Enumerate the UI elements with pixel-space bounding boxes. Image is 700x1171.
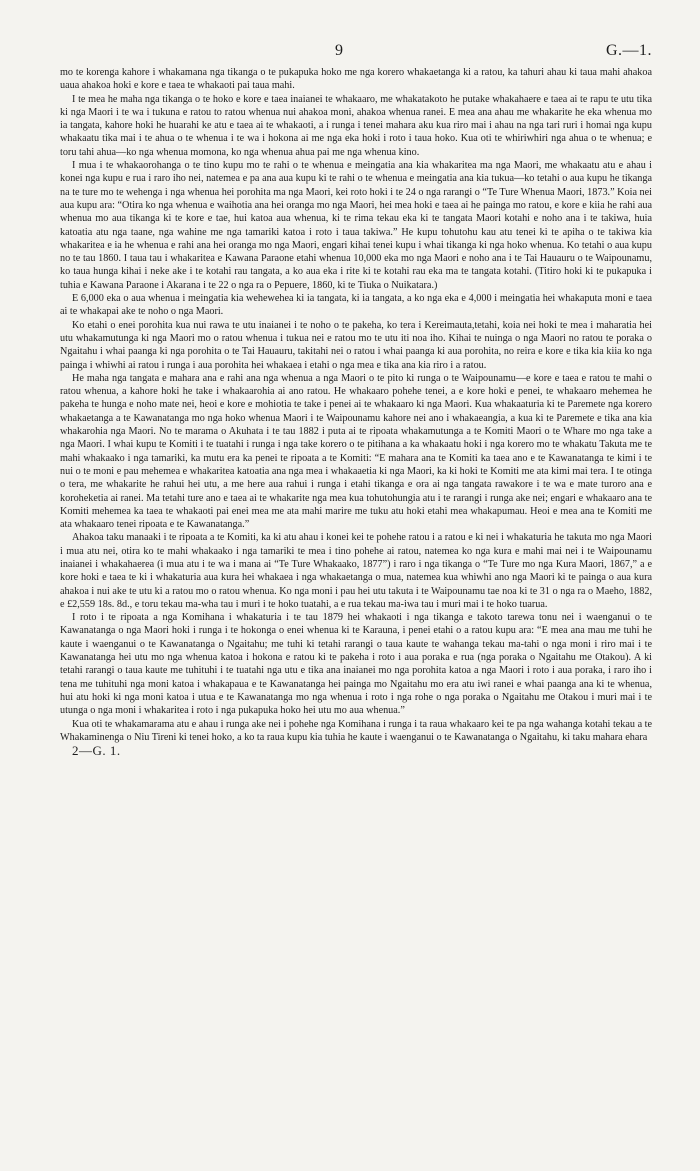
paragraph: Kua oti te whakamarama atu e ahau i runga ake nei i pohehe nga Komihana i runga i ta raua whakaaro kei te pa nga wahanga kotahi tekau a te Whakaminenga o Niu Tireni ki tenei hoko, a ko ta raua kupu kia tuhia he kaute i waenganui o te Kawanatanga o Ngaitahu, ki taku mahara ehara: [60, 718, 652, 743]
page-number: 9: [335, 42, 343, 59]
body-text: [60, 66, 652, 744]
paragraph: He maha nga tangata e mahara ana e rahi ana nga whenua a nga Maori o te pito ki runga o te Waipounamu—e kore e taea e ratou te mahi o ratou whenua, a kahore hoki he take i whakaarohia ai ano ratou. He whakaaro pohehe tenei, a e kore hoki e penei, te whakaaro mehemea he pakeha te hunga e noho mate nei, heoi e kore e mohiotia te take i penei ai te whakaaro ki nga Maori. Kua whakaaturia ki te Paremete nga korero whakaetanga a te Kawanatanga mo nga hoko whenua Maori i te Waipounamu kahore nei ano i whakaeangia, a kua ki te Paremete e tika ana kia whakarohia nga Maori. No te marama o Akuhata i te tau 1882 i puta ai te ripoata whakamutunga a te Komiti Maori o te Whare mo nga take a nga Maori. I whai kupu te Komiti i te tuatahi i runga i nga take korero o te pitihana a ka whakaatu hoki i nga korero mo te whakatu Takuta me te mahi whakaako i nga tamariki, ka mutu era ka penei te ripoata a te Komiti: “E mahara ana te Komiti ka taea ano e te Kawanatanga te kimi i te nui o te moni e pau mehemea e whakaritea katoatia ana nga mea i whakaaetia ki nga Maori, ka ki hoki te Komiti me ata kimi mai tera. I te otinga o tera, me whakarite he rahui hei utu, a me here aua rahui i runga i etahi tikanga e ora ai nga tangata rawakore i te wa e mate turoro ana e koroheketia ai ranei. Ma tetahi ture ano e taea ai te whakarite nga mea kua tohutohungia atu i te rarangi i runga ake nei; engari e whakaaro ana te Komiti mehemea ka taea te whakaoti pai enei mea me ata mahi marire me tuku atu hoki etahi mea whakapumau. Heoi e mea ana te Komiti me ata whakaaro tenei ripoata e te Kawanatanga.”: [60, 372, 652, 531]
paragraph: E 6,000 eka o aua whenua i meingatia kia wehewehea ki ia tangata, ki ia tangata, a ko nga eka e 4,000 i meingatia hei whakaputa moni e taea ai te whakapai ake te noho o nga Maori.: [60, 293, 652, 318]
paragraph: I roto i te ripoata a nga Komihana i whakaturia i te tau 1879 hei whakaoti i nga tikanga e takoto tarewa tonu nei i waenganui o te Kawanatanga o nga Maori hoki i runga i te hokonga o enei whenua ki te Karauna, i penei etahi o a ratou kupu ara: “E mea ana mau me tuhi he kaute i waenganui o te Kawanatanga o Ngaitahu; me tuhi ki tetahi rarangi o taua kaute te wahanga tekau ma-tahi o nga moni i riro mai i te Kawanatanga hei utu mo nga whenua katoa i hokona e ratou ki te pakeha i roto i aua poraka e rua (nga poraka o Ngaitahu me Otakou). A ki tetahi rarangi o taua kaute me tuhituhi i te tuatahi nga utu e tika ana inaianei mo nga porohita katoa a nga Maori i roto i aua poraka, i raro iho i tena me tuhituhi nga moni katoa i whakapaua e te Kawanatanga hei painga mo Ngaitahu mo era atu iwi ranei e whai paanga ana ki te whenua, hui atu hoki ki nga moni katoa i utua e te Kawanatanga mo nga whenua i roto i nga rohe o nga poraka o Ngaitahu me Otakou i muri mai i te utunga o nga moni i whakaritea i roto i nga pukapuka hoko hei utu mo aua whenua.”: [60, 612, 652, 717]
paragraph: Ahakoa taku manaaki i te ripoata a te Komiti, ka ki atu ahau i konei kei te pohehe ratou i a ratou e ki nei i whakaturia he takuta mo nga Maori i mua atu nei, otira ko te mahi whakaako i nga tamariki te mea i tino pohehe ai ratou, natemea ko nga kura e mahi mai nei i te Waipounamu inaianei i whakahaerea (i mua atu i te wa i mana ai “Te Ture Whakaako, 1877”) i raro i nga tikanga o “Te Ture mo nga Kura Maori, 1867,” a e kore hoki e taea te ki i whakaturia aua kura hei whakaea i nga whakaetanga o mua, natemea kua whiwhi ano nga Maori ki te painga o aua kura ahakoa i nui ake te utu ki a ratou mo o ratou whenua. Ko nga moni i pau hei utu takuta i te Waipounamu tae noa ki te 31 o nga ra o Maeho, 1882, e £2,559 18s. 8d., e toru tekau ma-wha tau i muri i te hoko tuatahi, a e rua tekau ma-iwa tau i muri mai i te hoko tuarua.: [60, 532, 652, 610]
document-reference: G.—1.: [605, 42, 652, 59]
paragraph: I mua i te whakaorohanga o te tino kupu mo te rahi o te whenua e meingatia ana kia whakaritea ma nga Maori, me whakaatu atu e ahau i konei nga kupu e rua i raro iho nei, natemea e pa ana aua kupu ki te rahi o te whenua e meingatia ana kia tukua—ko tetahi o aua kupu he tikanga na te ture mo te wehenga i nga whenua hei porohita ma nga Maori, kei roto hoki i te 24 o nga rarangi o “Te Ture Whenua Maori, 1873.” Koia nei aua kupu ara: “Otira ko nga whenua e waihotia ana hei oranga mo nga Maori, hei mea hoki e taea ai he painga mo ratou, e kore e kiia he rahi aua whenua mo aua tikanga ki te kore e tae, hui katoa aua whenua, ki te rima tekau eka ki te tangata Maori kotahi e noho ana i te takiwa, huia katoatia atu nga taane, nga wahine me nga tamariki katoa i roto i taua takiwa.” He kupu tohutohu kau atu tenei ki te apiha o te takiwa kia whakaritea e ia he whenua e rahi ana hei oranga mo nga Maori, engari kihai tenei kupu i whai tikanga ki nga hoko whenua. Ko tetahi o aua kupu no te tau 1860. I taua tau i whakaritea e Kawana Paraone etahi whenua 10,000 eka mo nga Maori e noho ana i te Tai Hauauru o te Waipounamu, ko taua hunga kihai i neke ake i te kotahi rau tangata, a ko aua eka i rite ki te kotahi rau eka ma te tangata kotahi. (Titiro hoki ki te pukapuka i tuhia e Kawana Paraone i Akarana i te 22 o nga ra o Pepuere, 1860, ki te Tiuka o Nuikatara.): [60, 160, 652, 291]
page-header: [60, 40, 652, 66]
paragraph: Ko etahi o enei porohita kua nui rawa te utu inaianei i te noho o te pakeha, ko tera i Kereimauta,tetahi, koia nei hoki te mea i maharatia hei utu whakamutunga ki nga Maori mo o ratou whenua i tukua nei e ratou mo te utu iti noa iho. Kihai te nuinga o nga Maori no ratou te poraka o Ngaitahu i whai paanga ki nga porohita o te Tai Hauauru, takitahi nei o ratou i whai paanga ki aua porohita, no reira e kore e tika kia kiia ko nga painga i whiwhi ai ratou i runga i aua porohita hei whakaea i etahi o nga mea e tika ana kia riro i a ratou.: [60, 319, 652, 371]
paragraph: mo te korenga kahore i whakamana nga tikanga o te pukapuka hoko me nga korero whakaetanga ki a ratou, ka tahuri ahau ki taua mahi ahakoa uaua ahakoa hoki e kore e taea te whakaoti pai taua mahi.: [60, 67, 652, 92]
sheet-signature: 2—G. 1.: [72, 743, 121, 759]
paragraph: I te mea he maha nga tikanga o te hoko e kore e taea inaianei te whakaaro, me whakatakoto he putake whakahaere e taea ai te rapu te utu tika ki nga Maori i te wa i tukuna e ratou to ratou whenua nui ahakoa moni, ahakoa whenua ranei. E mea ana ahau me whakarite he eka whenua mo ia tangata, kahore hoki he huarahi ke atu e taea ai te whakaoti, a i runga i tenei mahara aku kua riro mai i ahau na nga tari ruri i homai nga kupu whakaatu tika mai i te ahua o te whenua i te wa i hokona ai me nga eka hoki i roto i taua hoko. Kua oti te whiriwhiri nga ahua o te whenua; e toru tahi ahua—ko nga whenua momona, ko nga whenua ahua pai me nga whenua kino.: [60, 93, 652, 158]
